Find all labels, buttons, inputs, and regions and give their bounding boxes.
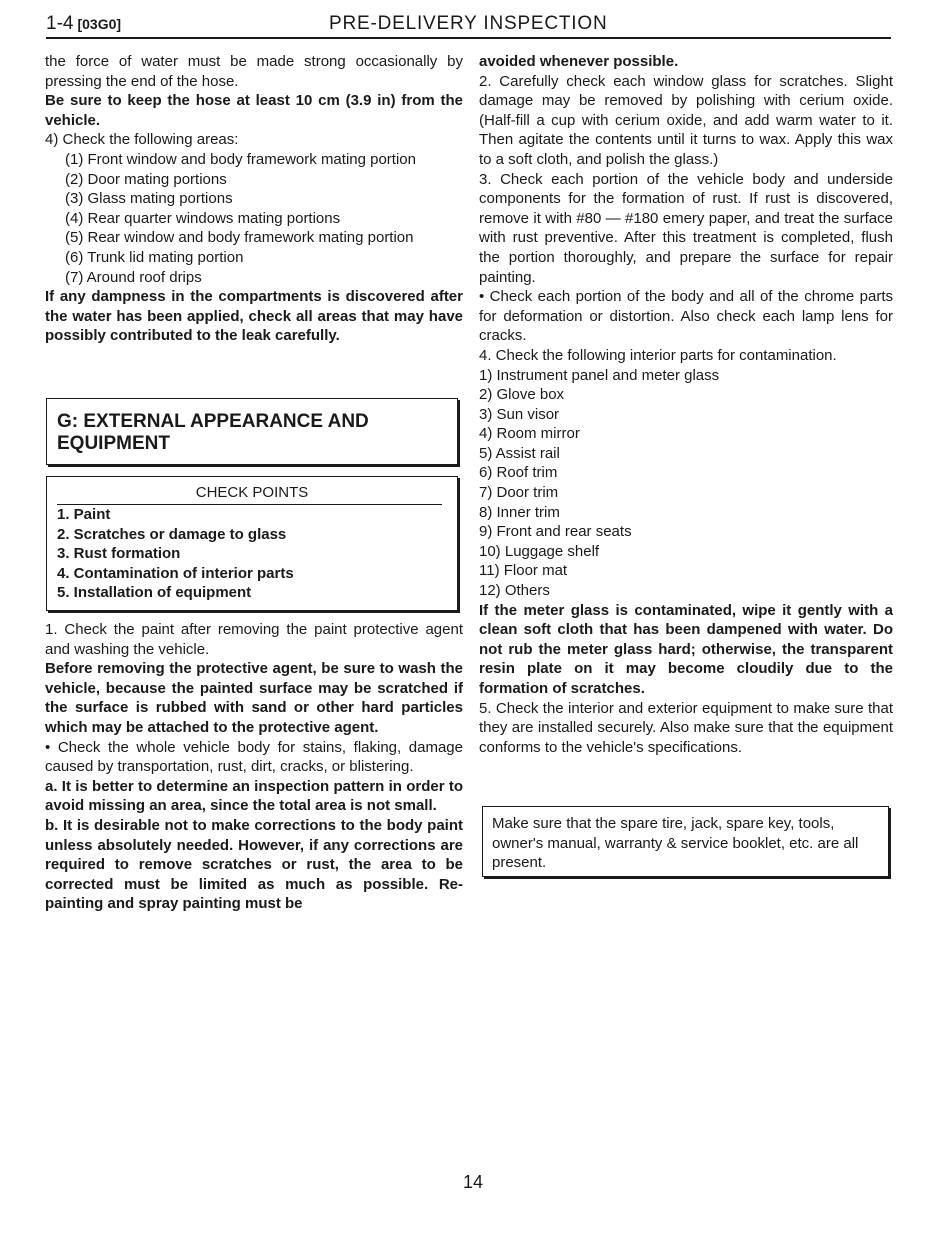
- left-column-lower: [45, 620, 463, 914]
- section-title-box: [46, 398, 458, 465]
- list-item: 10) Luggage shelf: [479, 542, 600, 560]
- note-paragraph: a. It is better to determine an inspection pattern in order to avoid missing an area, since the total area is not small.: [45, 777, 463, 815]
- list-item: (1) Front window and body framework mating portion: [65, 150, 416, 168]
- list-item: 4) Room mirror: [479, 425, 580, 443]
- section-number: 1-4 [03G0]: [46, 13, 122, 34]
- list-item: 1. Paint: [57, 506, 111, 523]
- right-column: [479, 52, 893, 757]
- paragraph: 4. Check the following interior parts for contamination.: [479, 346, 837, 364]
- list-item: 2. Scratches or damage to glass: [57, 525, 287, 543]
- page-title: PRE-DELIVERY INSPECTION: [329, 13, 608, 34]
- list-item: 4. Contamination of interior parts: [57, 564, 294, 582]
- list-item: 1) Instrument panel and meter glass: [479, 366, 720, 384]
- list-item: 9) Front and rear seats: [479, 523, 632, 541]
- list-item: 6) Roof trim: [479, 464, 558, 482]
- section-code: [03G0]: [77, 16, 122, 32]
- list-item: 8) Inner trim: [479, 503, 560, 521]
- paragraph: 4) Check the following areas:: [45, 131, 239, 149]
- list-item: 3. Rust formation: [57, 545, 181, 562]
- paragraph: 2. Carefully check each window glass for scratches. Slight damage may be removed by polishing with cerium oxide. (Half-fill a cup with cerium oxide, and add warm water to it. Then agitate the contents until it turns to wax. Apply this wax to a soft cloth, and polish the glass.): [479, 72, 893, 168]
- caution-paragraph: If any dampness in the compartments is discovered after the water has been applied, check all areas that may have possibly contributed to the leak carefully.: [45, 288, 463, 345]
- paragraph: the force of water must be made strong occasionally by pressing the end of the hose.: [45, 53, 463, 90]
- note-box: Make sure that the spare tire, jack, spare key, tools, owner's manual, warranty & service booklet, etc. are all present.: [482, 806, 889, 877]
- list-item: (3) Glass mating portions: [65, 190, 233, 208]
- list-item: 2) Glove box: [479, 386, 565, 404]
- list-item: (6) Trunk lid mating portion: [65, 248, 244, 266]
- paragraph: 1. Check the paint after removing the paint protective agent and washing the vehicle.: [45, 621, 463, 658]
- header-rule: [46, 37, 891, 39]
- paragraph: • Check each portion of the body and all of the chrome parts for deformation or distortion. Also check each lamp lens for cracks.: [479, 288, 893, 345]
- list-item: 5. Installation of equipment: [57, 584, 252, 601]
- list-item: 12) Others: [479, 582, 550, 600]
- caution-paragraph: If the meter glass is contaminated, wipe it gently with a clean soft cloth that has been dampened with water. Do not rub the meter glass hard; otherwise, the transparent resin plate on it may become cloudily due to the formation of scratches.: [479, 601, 893, 697]
- note-paragraph: b. It is desirable not to make corrections to the body paint unless absolutely needed. However, if any corrections are required to remove scratches or rust, the area to be corrected must be limited as much as possible. Re-painting and spray painting must be: [45, 816, 463, 913]
- list-item: (2) Door mating portions: [65, 170, 227, 188]
- list-item: (4) Rear quarter windows mating portions: [65, 209, 341, 227]
- list-item: 11) Floor mat: [479, 562, 568, 580]
- check-points-heading: CHECK POINTS: [195, 484, 309, 501]
- list-item: 7) Door trim: [479, 484, 559, 502]
- list-item: 5) Assist rail: [479, 444, 560, 462]
- paragraph: 5. Check the interior and exterior equipment to make sure that they are installed securely. Also make sure that the equipment conforms to the vehicle's specifications.: [479, 699, 893, 756]
- check-points-box: [46, 476, 458, 611]
- list-item: 3) Sun visor: [479, 405, 560, 423]
- list-item: (5) Rear window and body framework mating portion: [65, 229, 414, 247]
- check-points-list: [57, 505, 294, 603]
- paragraph: • Check the whole vehicle body for stains, flaking, damage caused by transportation, rust, dirt, cracks, or blistering.: [45, 738, 463, 776]
- caution-paragraph: avoided whenever possible.: [479, 53, 679, 70]
- caution-paragraph: Before removing the protective agent, be sure to wash the vehicle, because the painted surface may be scratched if the surface is rubbed with sand or other hard particles which may be attached to the protective agent.: [45, 660, 463, 736]
- paragraph: 3. Check each portion of the vehicle body and underside components for the formation of rust. If rust is discovered, remove it with #80 — #180 emery paper, and treat the surface with rust preventive. After this treatment is completed, flush the portion thoroughly, and prepare the surface for repair painting.: [479, 170, 893, 286]
- page-header: [46, 12, 891, 38]
- section-title: G: EXTERNAL APPEARANCE AND EQUIPMENT: [57, 411, 369, 454]
- list-item: (7) Around roof drips: [65, 268, 202, 286]
- page-number: 14: [463, 1172, 484, 1192]
- left-column-upper: [45, 52, 463, 346]
- caution-paragraph: Be sure to keep the hose at least 10 cm (3.9 in) from the vehicle.: [45, 92, 463, 129]
